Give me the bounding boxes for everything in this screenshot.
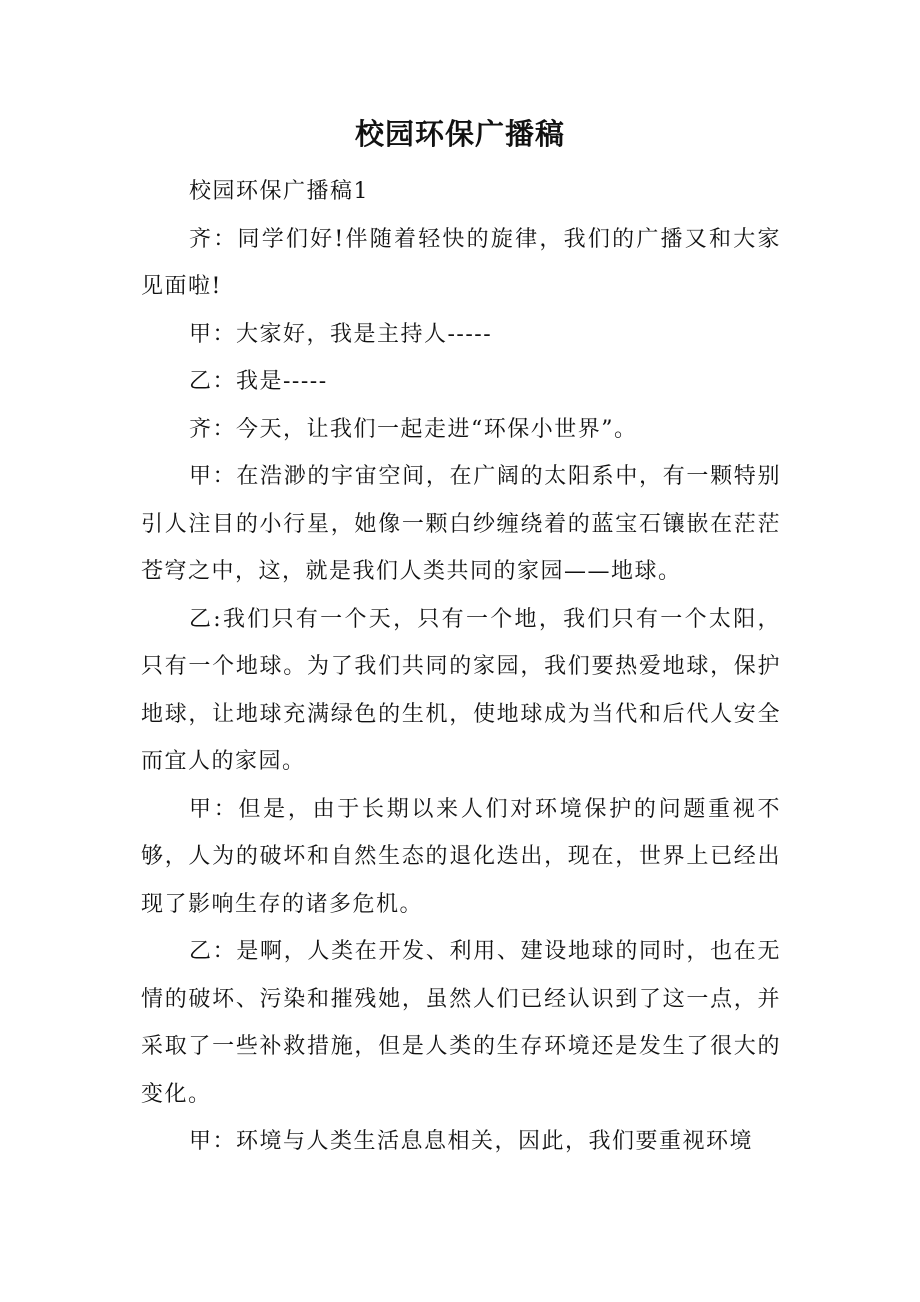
paragraph: 甲：在浩渺的宇宙空间，在广阔的太阳系中，有一颗特别引人注目的小行星，她像一颗白纱缠绕着的蓝宝石镶嵌在茫茫苍穹之中，这，就是我们人类共同的家园——地球。 [141,464,781,584]
paragraph-heading: 校园环保广播稿1 [189,179,369,204]
paragraph: 乙：我是----- [189,369,328,394]
paragraph: 齐：同学们好!伴随着轻快的旋律，我们的广播又和大家见面啦! [141,226,781,299]
paragraph: 甲：大家好，我是主持人----- [189,321,493,347]
document-title: 校园环保广播稿 [354,117,565,151]
document-body [141,168,781,1166]
paragraph: 乙：是啊，人类在开发、利用、建设地球的同时，也在无情的破坏、污染和摧残她，虽然人们已经认识到了这一点，并采取了一些补救措施，但是人类的生存环境还是发生了很大的变化。 [141,939,781,1107]
paragraph: 甲：但是，由于长期以来人们对环境保护的问题重视不够，人为的破坏和自然生态的退化迭出，现在，世界上已经出现了影响生存的诸多危机。 [141,796,781,917]
paragraph: 甲：环境与人类生活息息相关，因此，我们要重视环境 [189,1129,754,1154]
paragraph: 乙:我们只有一个天，只有一个地，我们只有一个太阳，只有一个地球。为了我们共同的家园，我们要热爱地球，保护地球，让地球充满绿色的生机，使地球成为当代和后代人安全而宜人的家园。 [141,606,781,774]
paragraph: 齐：今天，让我们一起走进“环保小世界”。 [189,416,638,442]
